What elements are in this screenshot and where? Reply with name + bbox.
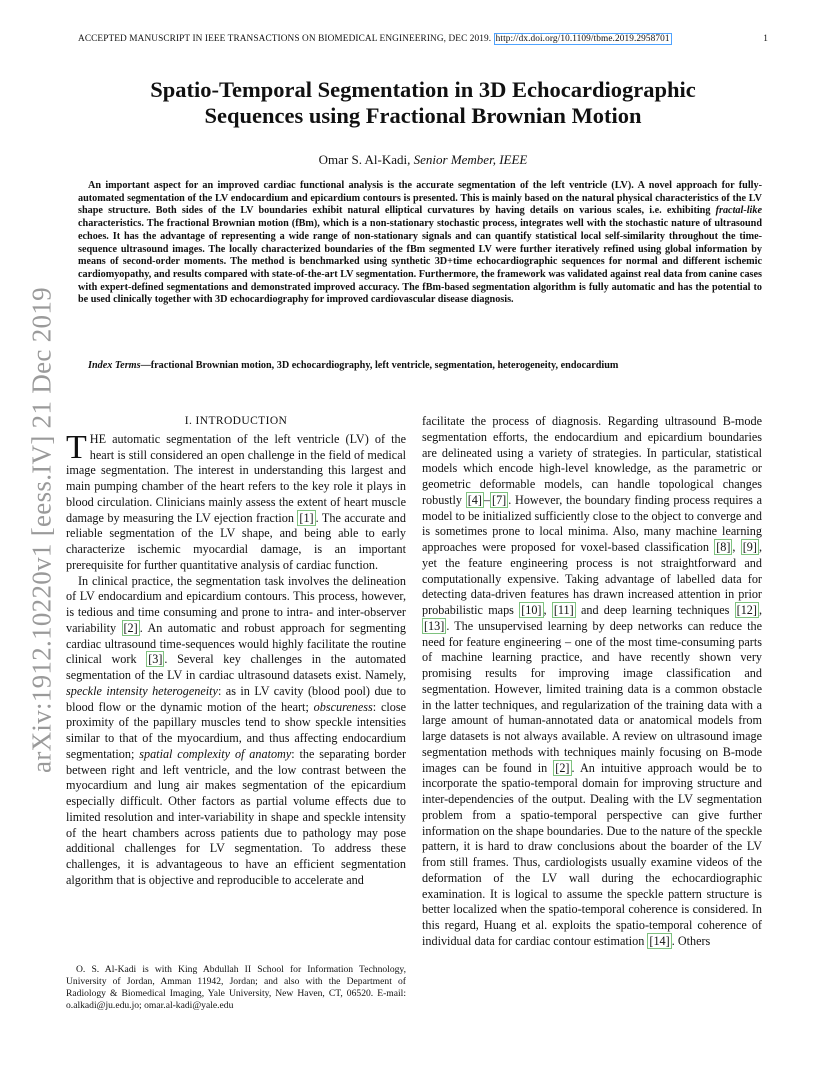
citation-link[interactable]: [4]: [467, 492, 482, 507]
text-run: . An automatic and robust approach for segmenting cardiac ultrasound time-sequences would highly facilitate the routine clinical work: [66, 620, 406, 667]
right-column: [422, 414, 762, 950]
paper-title: [78, 77, 768, 129]
citation-link[interactable]: [2]: [555, 760, 570, 775]
citation-link[interactable]: [1]: [299, 510, 314, 525]
intro-paragraph-1: [66, 428, 406, 574]
citation-link[interactable]: [12]: [736, 603, 757, 617]
text-run: In clinical practice, the segmentation task involves the delineation of LV endocardium and epicardium contours. This process, however, is tedious and time consuming and prone to intra- and inter-observer variability: [66, 573, 406, 635]
index-terms: [78, 360, 762, 371]
citation-link[interactable]: [13]: [424, 618, 445, 633]
abstract-part-1: An important aspect for an improved cardiac functional analysis is the accurate segmentation of the left ventricle (LV). A novel approach for fully-automated segmentation of the LV endocardium and epicardium contours is presented. This is mainly based on the natural physical characteristics of the LV shape structure. Both sides of the LV boundaries exhibit natural elliptical curvatures by having details on various scales, i.e. exhibiting: [78, 180, 762, 217]
text-run: . The accurate and reliable segmentation of the LV shape, and being able to early characterize ischemic myocardial damage, is an important prerequisite for further quantitative analysis of cardiac function.: [66, 510, 406, 572]
citation-link[interactable]: [3]: [148, 652, 163, 667]
drop-cap: T: [66, 428, 87, 466]
footnote-text: O. S. Al-Kadi is with King Abdullah II School for Information Technology, University of Jordan, Amman 11942, Jordan; and also with the Department of Radiology & Biomedical Imaging, Yale University, New Haven, CT, 06520. E-mail: o.alkadi@ju.edu.jo; omar.al-kadi@yale.edu: [66, 964, 406, 1011]
citation-link[interactable]: [8]: [716, 540, 731, 554]
author-name: Omar S. Al-Kadi,: [318, 152, 411, 167]
footnote: [66, 964, 406, 1012]
intro-paragraph-2: [66, 574, 406, 889]
text-run: and deep learning techniques: [580, 603, 730, 617]
page-number: 1: [763, 34, 768, 44]
citation-link[interactable]: [10]: [521, 603, 542, 617]
text-run: HE automatic segmentation of the left ventricle (LV) of the heart is still considered an open challenge in the field of medical image segmentation. The interest in understanding this largest and main pumping chamber of the heart refers to the key role it plays in blood circulation. Clinicians mainly assess the extent of heart muscle damage by measuring the LV ejection fraction: [66, 431, 406, 525]
text-run: , yet the feature engineering process is not straightforward and computationally expensive. Taking advantage of labelled data for detecting data-driven features has drawn increased attention in prior probabilistic maps: [422, 540, 763, 617]
abstract-part-2: characteristics. The fractional Brownian motion (fBm), which is a non-stationary stochastic process, integrates well with the stochastic nature of ultrasound echoes. It has the advantage of representing a wide range of non-stationary signals and can quantify statistical local self-similarity throughout the time-sequence ultrasound images. The locally characterized boundaries of the fBm segmented LV were further iteratively refined using global information by means of second-order moments. The method is benchmarked using synthetic 3D+time echocardiographic sequences for normal and different ischemic cardiomyopathy, and results compared with state-of-the-art LV segmentation. Furthermore, the framework was validated against real data from canine cases with expert-defined segmentations and demonstrated improved accuracy. The fBm-based segmentation algorithm is fully automatic and has the potential to be used clinically together with 3D echocardiography for improved cardiovascular disease diagnosis.: [78, 218, 762, 306]
running-header: [78, 34, 768, 44]
text-run: . An intuitive approach would be to incorporate the spatio-temporal domain for improving structure and inter-dependencies of the output. Dealing with the LV segmentation problem from a spatio-temporal perspective can give further information on the shape boundaries. Due to the nature of the speckle pattern, it is hard to draw conclusions about the boarder of the LV from still frames. Thus, cardiologists usually examine videos of the deformation of the LV wall during the echocardiographic examination. It is logical to assume the speckle pattern structure is better localized when the spatio-temporal coherence is considered. In this regard, Huang et al. exploits the spatio-temporal coherence of individual data for cardiac contour estimation: [422, 760, 762, 948]
italic-term: obscureness: [313, 699, 373, 714]
text-run: –: [483, 492, 491, 507]
section-number: I.: [184, 415, 193, 427]
section-heading: [66, 414, 406, 430]
index-terms-label: Index Terms: [88, 360, 141, 371]
citation-link[interactable]: [9]: [742, 540, 757, 554]
text-run: ,: [758, 603, 763, 617]
text-run: ,: [732, 540, 736, 554]
author-line: [78, 152, 768, 168]
text-run: . Several key challenges in the automated segmentation of the LV in cardiac ultrasound datasets exist. Namely,: [66, 652, 406, 682]
arxiv-stamp: [22, 280, 62, 780]
italic-term: speckle intensity heterogeneity: [66, 683, 218, 698]
journal-name: ACCEPTED MANUSCRIPT IN IEEE TRANSACTIONS ON BIOMEDICAL ENGINEERING, DEC 2019.: [78, 34, 492, 44]
text-run: . However, the boundary finding process requires a model to be initialized sufficiently close to the object to converge and is sometimes prone to local minima. Also, many machine learning approaches were proposed for voxel-based classification: [422, 492, 762, 554]
citation-link[interactable]: [11]: [553, 603, 574, 617]
author-role: Senior Member, IEEE: [413, 152, 528, 167]
index-terms-text: —fractional Brownian motion, 3D echocardiography, left ventricle, segmentation, heterogeneity, endocardium: [140, 360, 619, 371]
citation-link[interactable]: [7]: [492, 492, 507, 507]
text-run: ,: [543, 603, 547, 617]
text-run: facilitate the process of diagnosis. Regarding ultrasound B-mode segmentation efforts, the endocardium and epicardium boundaries are delineated using a variety of strategies. In particular, statistical models which encode high-level knowledge, as the parametric or geometric deformable models, can handle topological changes robustly: [422, 414, 762, 507]
text-run: : the separating border between right and left ventricle, and the low contrast between the myocardium and lung air makes segmentation of the epicardium especially difficult. Other factors as partial volume effects due to limited resolution and inter-variability in shape and speckle intensity of the heart chambers across patients due to pathology may pose additional challenges for LV segmentation. To address these challenges, it is advantageous to have an efficient segmentation algorithm that is objective and reproducible to accelerate and: [66, 746, 407, 887]
italic-term: spatial complexity of anatomy: [139, 746, 292, 761]
citation-link[interactable]: [14]: [649, 933, 670, 948]
arxiv-identifier: arXiv:1912.10220v1 [eess.IV] 21 Dec 2019: [26, 287, 57, 773]
title-line-1: Spatio-Temporal Segmentation in 3D Echocardiographic: [150, 77, 696, 102]
text-run: : as in LV cavity (blood pool) due to blood flow or the dynamic motion of the heart;: [66, 683, 406, 714]
abstract-italic: fractal-like: [715, 205, 762, 217]
doi-link[interactable]: http://dx.doi.org/10.1109/tbme.2019.2958701: [495, 34, 670, 44]
section-title: INTRODUCTION: [195, 415, 288, 427]
title-line-2: Sequences using Fractional Brownian Motion: [204, 103, 642, 128]
intro-paragraph-continued: [422, 414, 762, 950]
text-run: . Others: [671, 933, 711, 948]
citation-link[interactable]: [2]: [123, 620, 138, 635]
abstract: [78, 180, 762, 307]
text-run: : close proximity of the papillary muscles tend to show speckle intensities similar to that of the myocardium, and thus affecting endocardium segmentation;: [66, 699, 406, 761]
left-column: [66, 414, 406, 889]
text-run: . The unsupervised learning by deep networks can reduce the need for feature engineering – one of the most time-consuming parts of machine learning practice, and have recently shown very promising results for improving image classification and segmentation. However, limited training data is a common obstacle in the latter techniques, and regularization of the training data with a large amount of human-annotated data or anatomical models from large datasets is not always available. A review on ultrasound image segmentation methods with techniques mainly focusing on B-mode images can be found in: [422, 618, 762, 775]
